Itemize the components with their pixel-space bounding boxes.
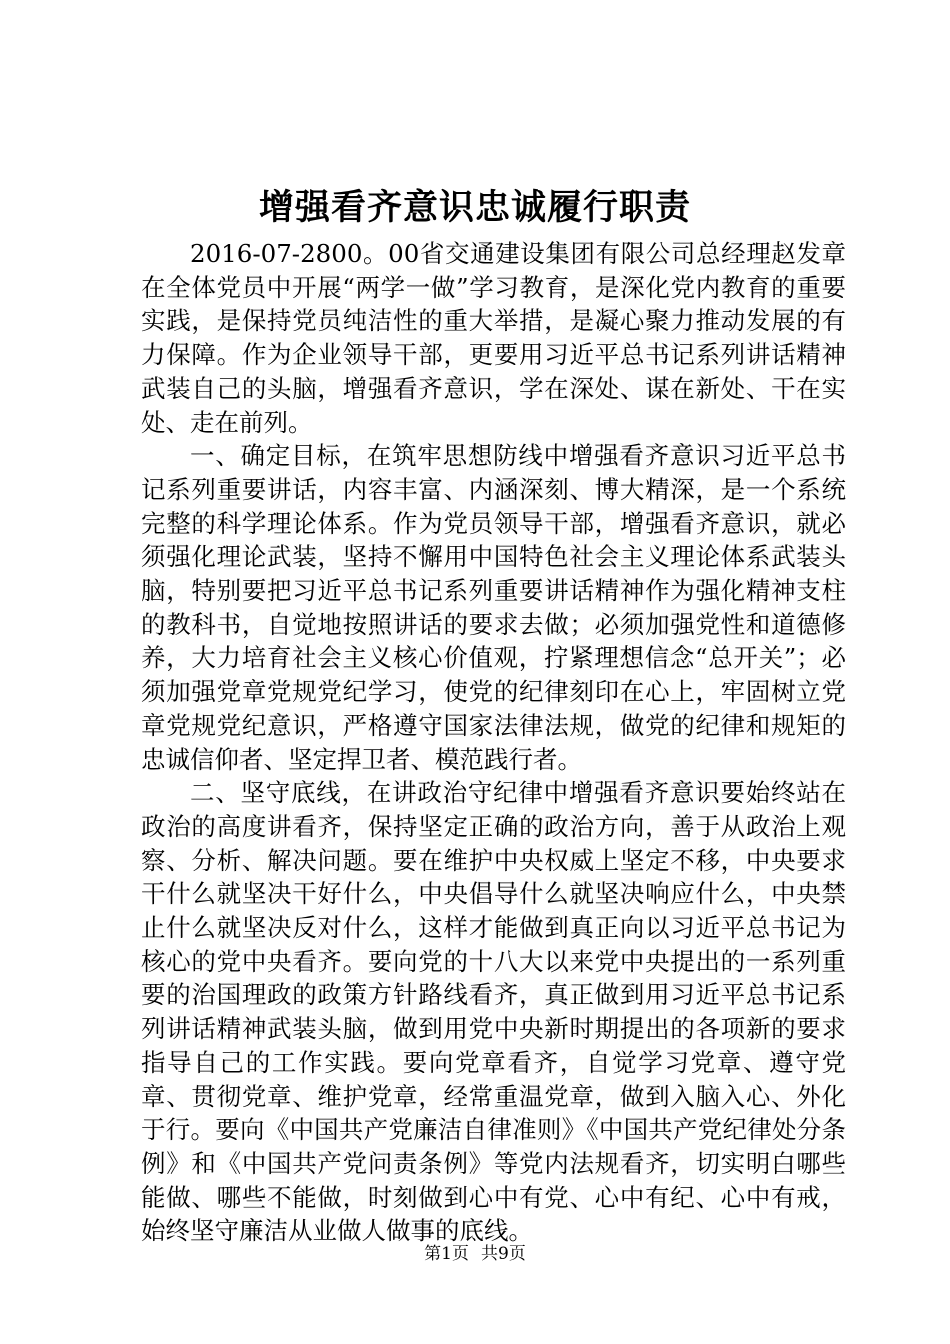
- paragraph-section-two: 二、坚守底线，在讲政治守纪律中增强看齐意识要始终站在政治的高度讲看齐，保持坚定正确的政治方向，善于从政治上观察、分析、解决问题。要在维护中央权威上坚定不移，中央要求干什么就坚决干好什么，中央倡导什么就坚决响应什么，中央禁止什么就坚决反对什么，这样才能做到真正向以习近平总书记为核心的党中央看齐。要向党的十八大以来党中央提出的一系列重要的治国理政的政策方针路线看齐，真正做到用习近平总书记系列讲话精神武装头脑，做到用党中央新时期提出的各项新的要求指导自己的工作实践。要向党章看齐，自觉学习党章、遵守党章、贯彻党章、维护党章，经常重温党章，做到入脑入心、外化于行。要向《中国共产党廉洁自律准则》《中国共产党纪律处分条例》和《中国共产党问责条例》等党内法规看齐，切实明白哪些能做、哪些不能做，时刻做到心中有党、心中有纪、心中有戒，始终坚守廉洁从业做人做事的底线。: [141, 778, 846, 1246]
- page-footer: [0, 1243, 950, 1265]
- document-body: [141, 237, 846, 1248]
- document-title: 增强看齐意识忠诚履行职责: [258, 187, 691, 228]
- current-page-indicator: 第1页: [424, 1244, 469, 1264]
- total-pages-indicator: 共9页: [481, 1244, 526, 1264]
- paragraph-section-one: 一、确定目标，在筑牢思想防线中增强看齐意识习近平总书记系列重要讲话，内容丰富、内涵深刻、博大精深，是一个系统完整的科学理论体系。作为党员领导干部，增强看齐意识，就必须强化理论武装，坚持不懈用中国特色社会主义理论体系武装头脑，特别要把习近平总书记系列重要讲话精神作为强化精神支柱的教科书，自觉地按照讲话的要求去做；必须加强党性和道德修养，大力培育社会主义核心价值观，拧紧理想信念“总开关”；必须加强党章党规党纪学习，使党的纪律刻印在心上，牢固树立党章党规党纪意识，严格遵守国家法律法规，做党的纪律和规矩的忠诚信仰者、坚定捍卫者、模范践行者。: [141, 441, 846, 774]
- paragraph-intro: 2016-07-2800。00省交通建设集团有限公司总经理赵发章在全体党员中开展“两学一做”学习教育，是深化党内教育的重要实践，是保持党员纯洁性的重大举措，是凝心聚力推动发展的有力保障。作为企业领导干部，更要用习近平总书记系列讲话精神武装自己的头脑，增强看齐意识，学在深处、谋在新处、干在实处、走在前列。: [141, 239, 846, 437]
